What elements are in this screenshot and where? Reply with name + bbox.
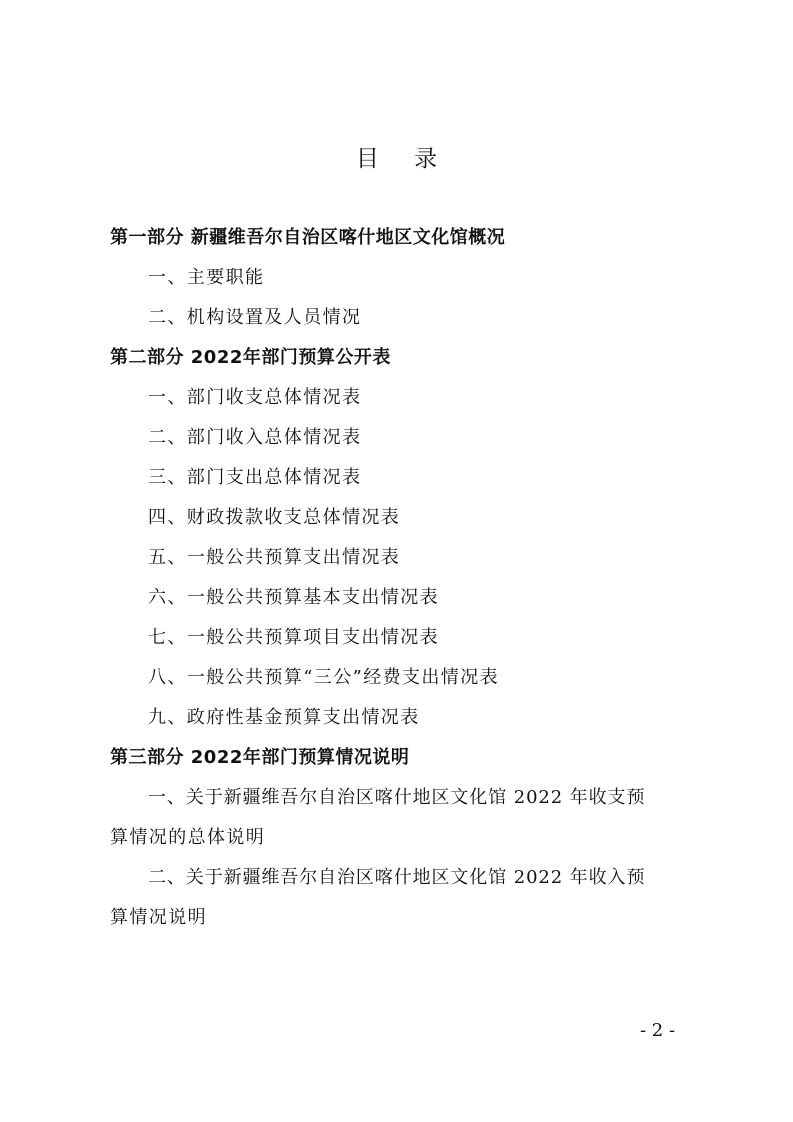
toc-item: 三、部门支出总体情况表 bbox=[148, 467, 362, 488]
toc-item: 五、一般公共预算支出情况表 bbox=[148, 547, 401, 568]
toc-item: 二、机构设置及人员情况 bbox=[148, 307, 362, 328]
toc-item: 二、关于新疆维吾尔自治区喀什地区文化馆 2022 年收入预 bbox=[148, 867, 646, 888]
table-of-contents bbox=[110, 218, 710, 938]
toc-item-continuation: 算情况的总体说明 bbox=[110, 827, 266, 848]
toc-item: 六、一般公共预算基本支出情况表 bbox=[148, 587, 439, 608]
page-title: 目 录 bbox=[355, 146, 452, 172]
toc-item: 一、关于新疆维吾尔自治区喀什地区文化馆 2022 年收支预 bbox=[148, 787, 646, 808]
toc-item: 一、主要职能 bbox=[148, 267, 265, 288]
toc-item: 九、政府性基金预算支出情况表 bbox=[148, 707, 420, 728]
toc-item: 二、部门收入总体情况表 bbox=[148, 427, 362, 448]
toc-item: 八、一般公共预算“三公”经费支出情况表 bbox=[148, 667, 500, 688]
toc-item: 七、一般公共预算项目支出情况表 bbox=[148, 627, 439, 648]
page-number: - 2 - bbox=[640, 1020, 676, 1041]
toc-part-2-heading: 第二部分 2022年部门预算公开表 bbox=[110, 347, 391, 368]
toc-part-1-heading: 第一部分 新疆维吾尔自治区喀什地区文化馆概况 bbox=[110, 227, 506, 248]
toc-part-3-heading: 第三部分 2022年部门预算情况说明 bbox=[110, 747, 410, 768]
toc-item: 四、财政拨款收支总体情况表 bbox=[148, 507, 401, 528]
toc-item: 一、部门收支总体情况表 bbox=[148, 387, 362, 408]
toc-item-continuation: 算情况说明 bbox=[110, 907, 207, 928]
